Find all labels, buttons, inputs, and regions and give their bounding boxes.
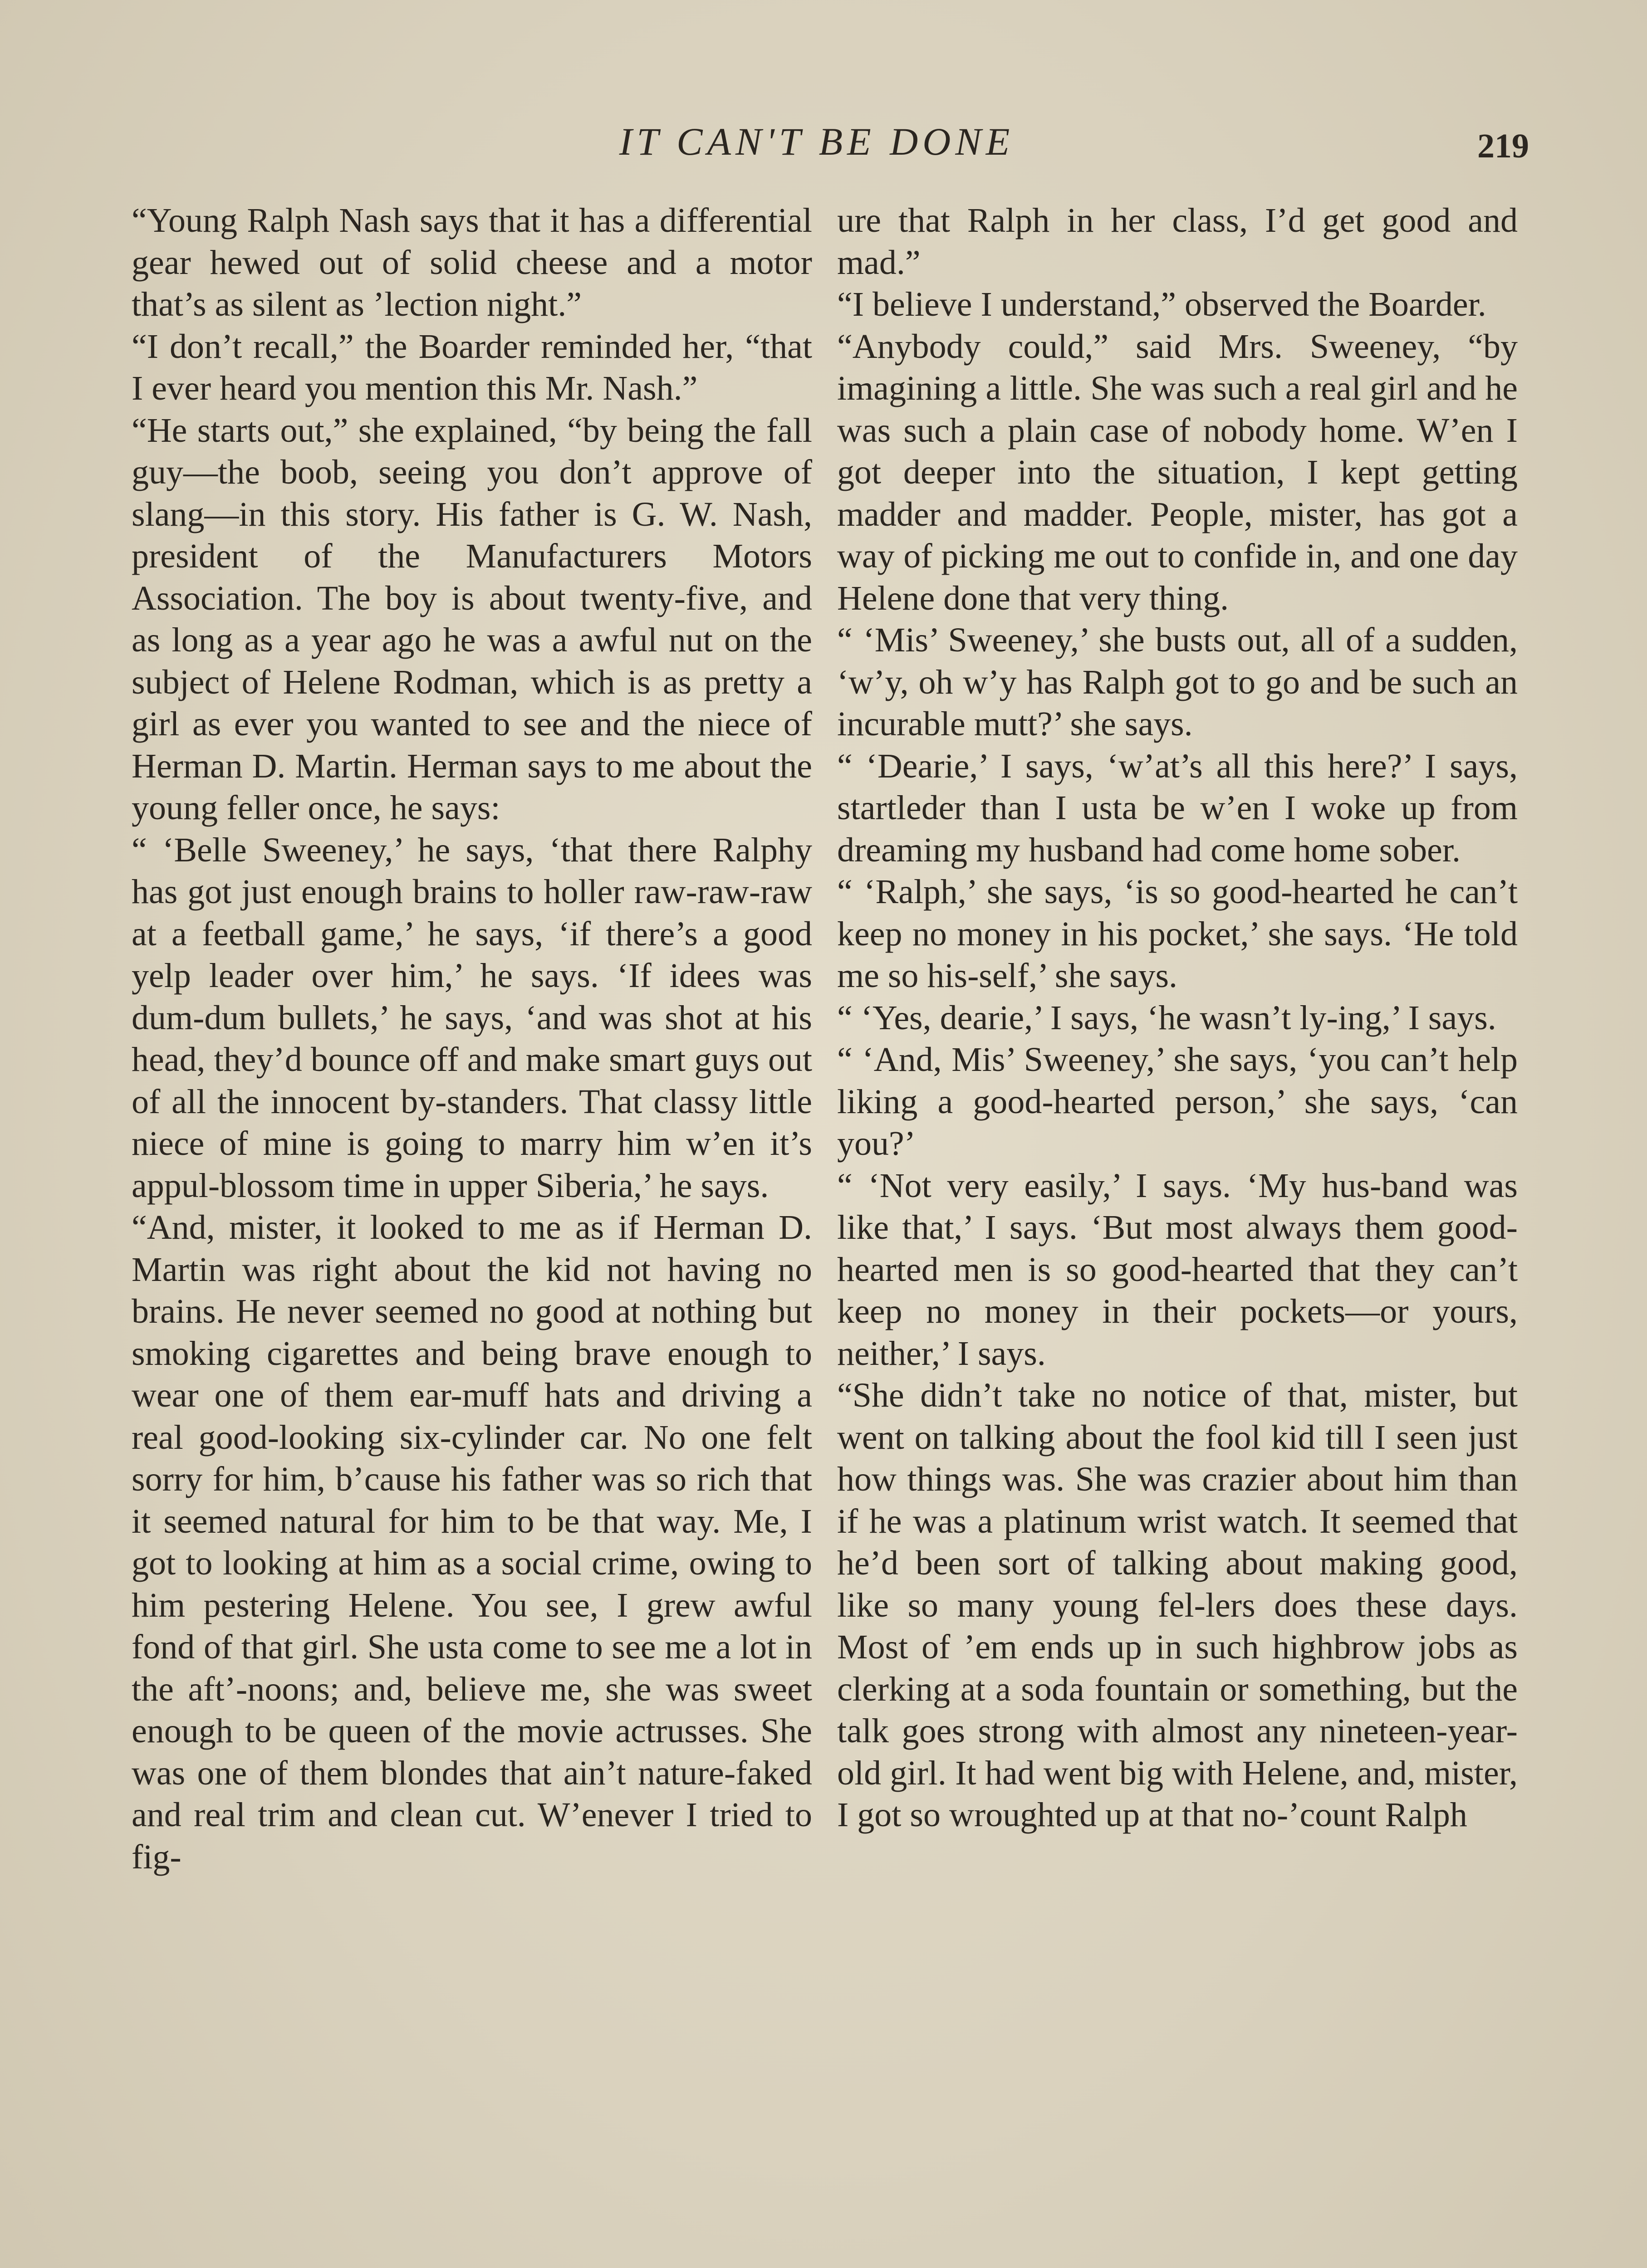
paragraph: “He starts out,” she explained, “by being the fall guy—the boob, seeing you don’t approve of slang—in this story. His father is G. W. Nash, president of the Manufacturers Motors Association. The boy is about twenty-five, and as long as a year ago he was a awful nut on the subject of Helene Rodman, which is as pretty a girl as ever you wanted to see and the niece of Herman D. Martin. Herman says to me about the young feller once, he says: bbox=[132, 411, 812, 827]
paragraph: “I believe I understand,” observed the Boarder. bbox=[837, 285, 1486, 323]
page-number: 219 bbox=[1477, 127, 1529, 165]
left-column bbox=[132, 200, 812, 1878]
paragraph: “And, mister, it looked to me as if Herman D. Martin was right about the kid not having no brains. He never seemed no good at nothing but smoking cigarettes and being brave enough to wear one of them ear-muff hats and driving a real good-looking six-cylinder car. No one felt sorry for him, b’cause his father was so rich that it seemed natural for him to be that way. Me, I got to looking at him as a social crime, owing to him pestering Helene. You see, I grew awful fond of that girl. She usta come to see me a lot in the aft’-noons; and, believe me, she was sweet enough to be queen of the movie actrusses. She was one of them blondes that ain’t nature-faked and real trim and clean cut. W’enever I tried to fig- bbox=[132, 1208, 812, 1876]
paragraph: “ ‘Belle Sweeney,’ he says, ‘that there Ralphy has got just enough brains to holler raw-raw-raw at a feetball game,’ he says, ‘if there’s a good yelp leader over him,’ he says. ‘If idees was dum-dum bullets,’ he says, ‘and was shot at his head, they’d bounce off and make smart guys out of all the innocent by-standers. That classy little niece of mine is going to marry him w’en it’s appul-blossom time in upper Siberia,’ he says. bbox=[132, 831, 812, 1205]
paragraph: “ ‘Yes, dearie,’ I says, ‘he wasn’t ly-ing,’ I says. bbox=[837, 998, 1496, 1037]
paragraph: “ ‘Not very easily,’ I says. ‘My hus-band was like that,’ I says. ‘But most always them good-hearted men is so good-hearted that they can’t keep no money in their pockets—or yours, neither,’ I says. bbox=[837, 1166, 1518, 1373]
paragraph: “ ‘Mis’ Sweeney,’ she busts out, all of a sudden, ‘w’y, oh w’y has Ralph got to go and be such an incurable mutt?’ she says. bbox=[837, 621, 1518, 743]
paragraph: ure that Ralph in her class, I’d get good and mad.” bbox=[837, 201, 1518, 282]
paragraph: “ ‘Dearie,’ I says, ‘w’at’s all this here?’ I says, startleder than I usta be w’en I woke up from dreaming my husband had come home sober. bbox=[837, 747, 1518, 869]
paragraph: “I don’t recall,” the Boarder reminded her, “that I ever heard you mention this Mr. Nash.” bbox=[132, 327, 812, 407]
paragraph: “Anybody could,” said Mrs. Sweeney, “by imagining a little. She was such a real girl and he was such a plain case of nobody home. W’en I got deeper into the situation, I kept getting madder and madder. People, mister, has got a way of picking me out to confide in, and one day Helene done that very thing. bbox=[837, 327, 1518, 617]
paragraph: “ ‘Ralph,’ she says, ‘is so good-hearted he can’t keep no money in his pocket,’ she says. ‘He told me so his-self,’ she says. bbox=[837, 873, 1518, 995]
paragraph: “She didn’t take no notice of that, mister, but went on talking about the fool kid till I seen just how things was. She was crazier about him than if he was a platinum wrist watch. It seemed that he’d been sort of talking about making good, like so many young fel-lers does these days. Most of ’em ends up in such highbrow jobs as clerking at a soda fountain or something, but the talk goes strong with almost any nineteen-year-old girl. It had went big with Helene, and, mister, I got so wroughted up at that no-’count Ralph bbox=[837, 1376, 1518, 1834]
paragraph: “ ‘And, Mis’ Sweeney,’ she says, ‘you can’t help liking a good-hearted person,’ she says, ‘can you?’ bbox=[837, 1041, 1518, 1163]
right-column bbox=[837, 200, 1518, 1836]
running-title: IT CAN'T BE DONE bbox=[619, 120, 1015, 163]
paragraph: “Young Ralph Nash says that it has a differential gear hewed out of solid cheese and a motor that’s as silent as ’lection night.” bbox=[132, 201, 812, 323]
